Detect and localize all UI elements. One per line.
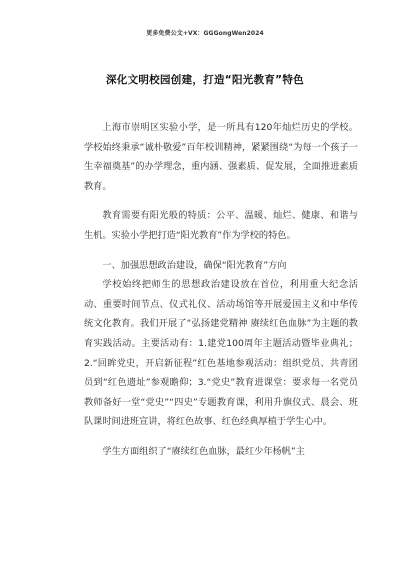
paragraph-intro: 上海市崇明区实验小学，是一所具有120年灿烂历史的学校。学校始终秉承“诚朴敬爱”百年校训精神，紧紧围绕“为每一个孩子一生幸福奠基”的办学理念，重内涵、强素质、促发展，全面推进素质教育。 [84, 122, 358, 192]
section-heading: 一、加强思想政治建设，确保“阳光教育”方向 [102, 259, 287, 271]
header-note: 更多免费公文+VX：GGGongWen2024 [146, 30, 264, 37]
document-body [84, 118, 358, 472]
paragraph-political-construction: 学校始终把师生的思想政治建设放在首位，利用重大纪念活动、重要时间节点、仪式礼仪、活动场馆等开展爱国主义和中华传统文化教育。我们开展了“弘扬建党精神 赓续红色血脉”为主题的教育实践活动。主要活动有：1.建党100周年主题活动暨毕业典礼；2.“回眸党史，开启新征程”红色基地参观活动：组织党员、共青团员到“红色遗址”参观瞻仰；3.“党史”教育进课堂：要求每一名党员教师备好一堂“党史”“四史”专题教育课，利用升旗仪式、晨会、班队课时间进班宣讲，将红色故事、红色经典厚植于学生心中。 [84, 279, 358, 428]
document-title: 深化文明校园创建，打造“阳光教育”特色 [105, 74, 304, 86]
paragraph-sunshine-traits: 教育需要有阳光般的特质：公平、温暖、灿烂、健康、和谐与生机。实验小学把打造“阳光教育”作为学校的特色。 [84, 210, 358, 241]
paragraph-students: 学生方面组织了“赓续红色血脉，最红少年杨帆”主 [102, 445, 305, 457]
